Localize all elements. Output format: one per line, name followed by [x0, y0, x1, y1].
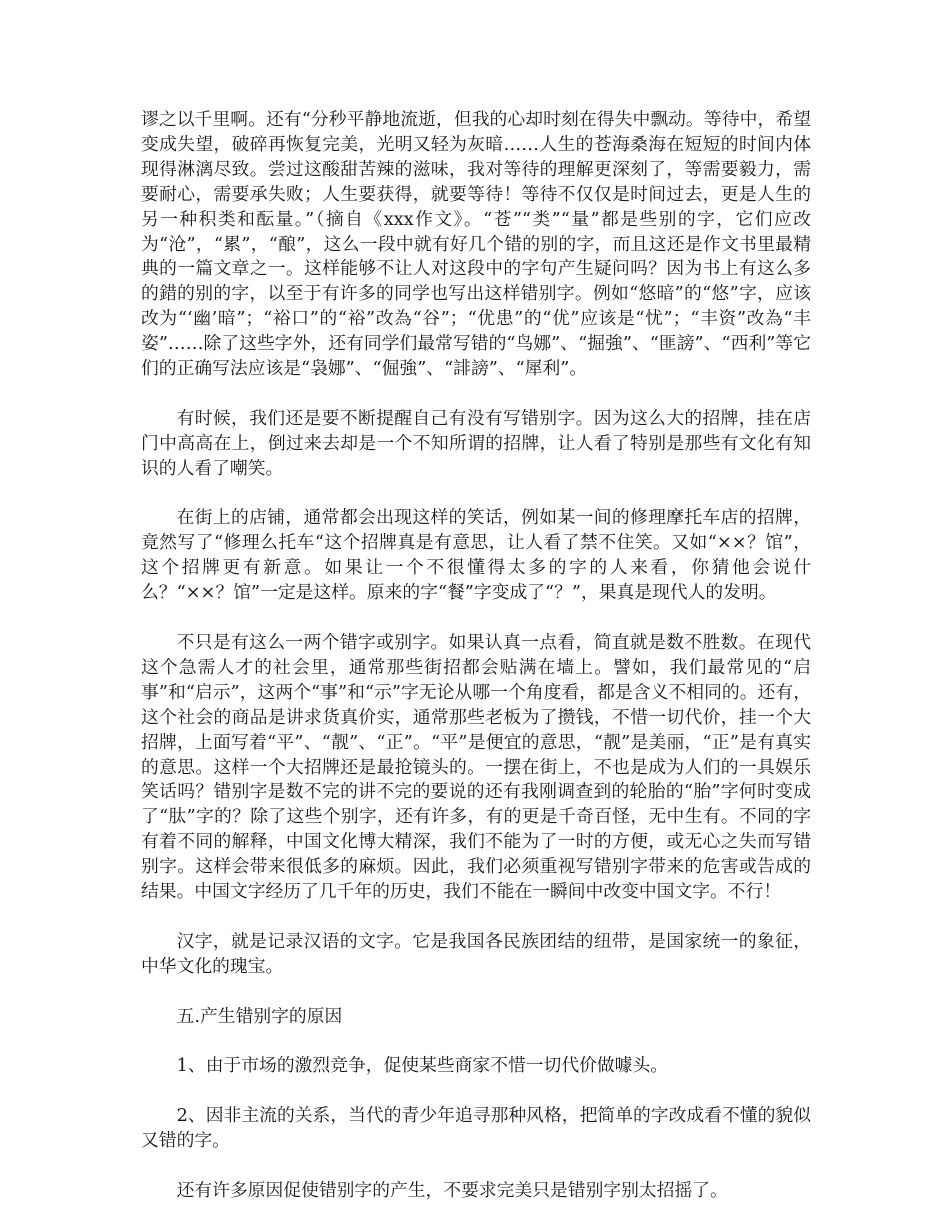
section-heading: 五.产生错别字的原因	[176, 1005, 343, 1027]
closing-paragraph: 还有许多原因促使错别字的产生，不要求完美只是错别字别太招摇了。	[176, 1179, 728, 1201]
paragraph-5: 汉字，就是记录汉语的文字。它是我国各民族团结的纽带，是国家统一的象征，中华文化的瑰宝。	[141, 930, 811, 977]
list-item-2: 2、因非主流的关系，当代的青少年追寻那种风格，把简单的字改成看不懂的貌似又错的字。	[141, 1105, 811, 1152]
list-item-1: 1、由于市场的激烈竞争，促使某些商家不惜一切代价做噱头。	[176, 1055, 669, 1077]
paragraph-3: 在街上的店铺，通常都会出现这样的笑话，例如某一间的修理摩托车店的招牌，竟然写了“修理么托车“这个招牌真是有意思，让人看了禁不住笑。又如“××？馆”，这个招牌更有新意。如果让一个不很懂得太多的字的人来看，你猜他会说什么？“××？馆”一定是这样。原来的字“餐”字变成了“？”，果真是现代人的发明。	[141, 507, 811, 604]
paragraph-4: 不只是有这么一两个错字或别字。如果认真一点看，简直就是数不胜数。在现代这个急需人才的社会里，通常那些街招都会贴满在墙上。譬如，我们最常见的“启事”和“启示”，这两个“事”和“示”字无论从哪一个角度看，都是含义不相同的。还有，这个社会的商品是讲求货真价实，通常那些老板为了攒钱，不惜一切代价，挂一个大招牌，上面写着“平”、“靓”、“正”。“平”是便宜的意思，“靓”是美丽，“正”是有真实的意思。这样一个大招牌还是最抢镜头的。一摆在街上，不也是成为人们的一具娱乐笑话吗？错别字是数不完的讲不完的要说的还有我刚调查到的轮胎的“胎”字何时变成了“肽”字的？除了这些个别字，还有许多，有的更是千奇百怪，无中生有。不同的字有着不同的解释，中国文化博大精深，我们不能为了一时的方便，或无心之失而写错别字。这样会带来很低多的麻烦。因此，我们必须重视写错别字带来的危害或告成的结果。中国文字经历了几千年的历史，我们不能在一瞬间中改变中国文字。不行！	[141, 631, 811, 903]
paragraph-2: 有时候，我们还是要不断提醒自己有没有写错别字。因为这么大的招牌，挂在店门中高高在上，倒过来去却是一个不知所谓的招牌，让人看了特别是那些有文化有知识的人看了嘲笑。	[141, 407, 811, 479]
document-body	[141, 108, 811, 1204]
paragraph-1: 谬之以千里啊。还有“分秒平静地流逝，但我的心却时刻在得失中飘动。等待中，希望变成失望，破碎再恢复完美，光明又轻为灰暗……人生的苍海桑海在短短的时间内体现得淋漓尽致。尝过这酸甜苦辣的滋味，我对等待的理解更深刻了，等需要毅力，需要耐心，需要承失败；人生要获得，就要等待！等待不仅仅是时间过去，更是人生的另一种积类和酝量。”（摘自《xxx作文》。“苍”“类”“量”都是些别的字，它们应改为“沧”，“累”，“酿”，这么一段中就有好几个错的别的字，而且这还是作文书里最精典的一篇文章之一。这样能够不让人对这段中的字句产生疑问吗？因为书上有这么多的錯的别的字，以至于有许多的同学也写出这样错别字。例如“悠暗”的“悠”字，应该改为“‘幽’暗”；“裕口”的“裕”改為“谷”；“优患”的“优”应该是“忧”；“丰资”改為“丰姿”……除了这些字外，还有同学们最常写错的“鸟娜”、“掘強”、“匪謗”、“西利”等它们的正确写法应该是“袅娜”、“倔強”、“誹謗”、“犀利”。	[141, 109, 811, 380]
